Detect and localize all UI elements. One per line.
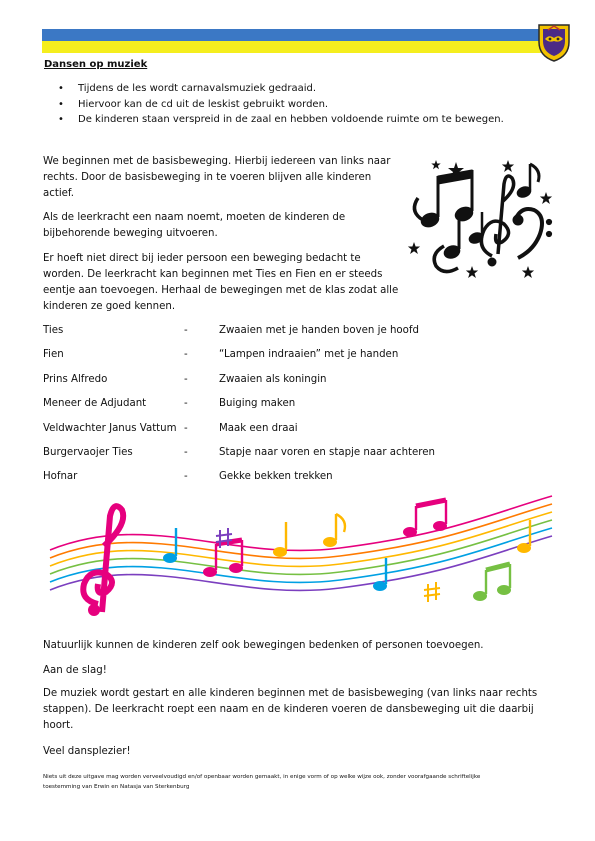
- character-name: Meneer de Adjudant: [43, 398, 147, 410]
- rainbow-music-staff-icon: [40, 492, 554, 622]
- movement-description: “Lampen indraaien” met je handen: [219, 349, 399, 361]
- separator-dash: -: [184, 446, 188, 458]
- carnival-mask-badge-icon: [536, 22, 572, 62]
- separator-dash: -: [184, 422, 188, 434]
- character-name: Burgervaojer Ties: [43, 446, 133, 458]
- movement-description: Gekke bekken trekken: [219, 471, 333, 483]
- character-name: Veldwachter Janus Vattum: [43, 422, 177, 434]
- movement-description: Zwaaien met je handen boven je hoofd: [219, 325, 419, 336]
- header-band-yellow: [42, 41, 542, 53]
- page-title: Dansen op muziek: [44, 59, 148, 70]
- character-name: Prins Alfredo: [43, 373, 108, 385]
- separator-dash: -: [184, 349, 188, 361]
- separator-dash: -: [184, 398, 188, 410]
- list-item: • De kinderen staan verspreid in de zaal en hebben voldoende ruimte om te bewegen.: [58, 112, 504, 128]
- header-band-blue: [42, 29, 542, 41]
- movement-description: Zwaaien als koningin: [219, 373, 327, 385]
- intro-paragraph-1: We beginnen met de basisbeweging. Hierbij iedereen van links naar rechts. Door de basisbeweging in te voeren blijven alle kinderen actief.: [43, 156, 391, 199]
- intro-paragraph-3: Er hoeft niet direct bij ieder persoon een beweging bedacht te worden. De leerkracht kan beginnen met Ties en Fien en er steeds eentje aan toevoegen. Herhaal de bewegingen met de klas zodat alle kinderen ze goed kennen.: [43, 253, 399, 312]
- movement-description: Stapje naar voren en stapje naar achteren: [219, 446, 435, 458]
- separator-dash: -: [184, 325, 188, 336]
- outro-paragraph-4: Veel dansplezier!: [43, 746, 131, 757]
- character-name: Fien: [43, 349, 64, 361]
- bullet-list: [58, 81, 504, 128]
- black-music-notes-stars-icon: [406, 158, 556, 288]
- outro-paragraph-3: De muziek wordt gestart en alle kinderen beginnen met de basisbeweging (van links naar rechts stappen). De leerkracht roept een naam en de kinderen voeren de dansbeweging uit die daarbij hoort.: [43, 688, 538, 731]
- list-item: • Hiervoor kan de cd uit de leskist gebruikt worden.: [58, 97, 504, 113]
- movement-description: Maak een draai: [219, 422, 298, 434]
- intro-paragraph-2: Als de leerkracht een naam noemt, moeten de kinderen de bijbehorende beweging uitvoeren.: [43, 212, 346, 239]
- outro-paragraph-2: Aan de slag!: [43, 665, 107, 676]
- copyright-notice: Niets uit deze uitgave mag worden verveelvoudigd en/of openbaar worden gemaakt, in enige vorm of op welke wijze ook, zonder voorafgaande schriftelijke toestemming van Erwin en Natasja van Sterkenburg: [43, 774, 481, 790]
- character-name: Ties: [43, 325, 64, 336]
- separator-dash: -: [184, 471, 188, 483]
- character-name: Hofnar: [43, 471, 78, 483]
- separator-dash: -: [184, 373, 188, 385]
- movement-description: Buiging maken: [219, 398, 296, 410]
- list-item: • Tijdens de les wordt carnavalsmuziek gedraaid.: [58, 81, 504, 97]
- outro-paragraph-1: Natuurlijk kunnen de kinderen zelf ook bewegingen bedenken of personen toevoegen.: [43, 640, 484, 651]
